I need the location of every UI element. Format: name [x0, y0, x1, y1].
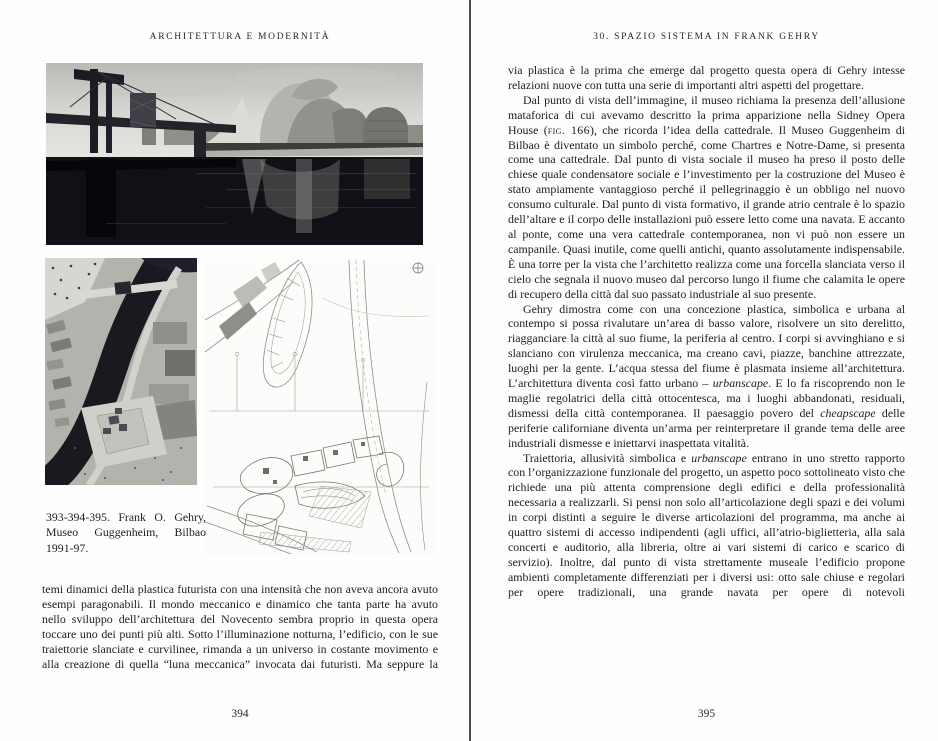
right-running-head: 30. SPAZIO SISTEMA IN FRANK GEHRY: [593, 32, 820, 42]
paragraph: Traiettoria, allusività simbolica e urbanscape entrano in uno stretto rapporto con l’organizzazione funzionale del progetto, un aspetto poco sottolineato visto che richiede una più attenta comprensione degli edifici e della professionalità necessaria a realizzarli. Si pensi non solo all’articolazione degli spazi e dei volumi in corpi distinti a seguire le diverse articolazioni del programma, ma anche ai quattro sistemi di accesso indipendenti (agli uffici, all’atrio-biglietteria, alla sala concerti e auditorio, alla libreria, oltre ai vari sistemi di carico e scarico di servizio). Inoltre, dal punto di vista strettamente museale l’edificio propone ambienti completamente differenziati per i diversi usi: otto sale chiuse e regolari per opere tradizionali, una grande navata per opere di notevoli: [508, 450, 905, 599]
left-running-head: ARCHITETTURA E MODERNITÀ: [149, 32, 331, 42]
paragraph: temi dinamici della plastica futurista con una intensità che non aveva ancora avuto esempi paragonabili. Il mondo meccanico e dinamico che tanta parte ha avuto nello sviluppo dell’architettura del Novecento sembra proprio in questa opera toccare uno dei punti più alti. Sotto l’illuminazione notturna, l’edificio, con le sue traiettorie slanciate e curvilinee, rimanda a un universo in costante movimento e alla creazione di quella “luna meccanica” invocata dai futuristi. Ma seppure la: [42, 582, 438, 671]
left-body-text: [42, 582, 438, 700]
figure-guggenheim-photo: [46, 63, 423, 245]
paragraph: Gehry dimostra come con una concezione plastica, simbolica e urbana al contempo si possa rivalutare un’area di basso valore, risolvere un sito derelitto, riagganciare la città al suo fiume, la periferia al centro. I corpi si avvinghiano e si slanciano con virulenza meccanica, ma creano cavi, piazze, banchine attrezzate, luoghi per la gente. L’acqua stessa del fiume è plasmata insieme all’architettura. L’architettura diventa così fatto urbano – urbanscape. E lo fa riscoprendo non le maglie regolatrici della città ottocentesca, ma i luoghi abbandonati, residuali, dismessi della città contemporanea. Il paesaggio povero del cheapscape delle periferie californiane diventa un’arma per reinterpretare il grande tema delle aree industriali dismesse e iniettarvi inaspettata vitalità.: [508, 301, 905, 450]
left-page-number: 394: [231, 708, 249, 720]
paragraph: Dal punto di vista dell’immagine, il museo richiama la presenza dell’allusione mataforica di cui avevamo descritto la prima apparizione nella Sidney Opera House (fig. 166), che ricorda l’idea della cattedrale. Il Museo Guggenheim di Bilbao è diventato un simbolo perché, come Chartres e Notre-Dame, si presenta come una cattedrale. Dal punto di vista sociale il museo ha preso il posto delle chiese quale condensatore sociale e l’investimento per la costruzione del Museo è stato ampiamente vantaggioso perché il pellegrinaggio è un obbligo nel nuovo consumo culturale. Dal punto di vista formativo, il grande atrio centrale è lo spazio dell’altare e il corpo delle installazioni può essere letto come una navata. E accanto al ponte, come una vera cattedrale contemporanea, non vi può non essere un campanile. Quasi inutile, come quelli antichi, quanto assolutamente indispensabile. È una torre per la vista che l’architetto realizza come una forcella slanciata verso il cielo che segnala il nuovo museo dal percorso lungo il fiume che calamita le opere di recupero della città dal suo passato industriale al suo presente.: [508, 92, 905, 301]
paragraph: via plastica è la prima che emerge dal progetto questa opera di Gehry intesse relazioni nuove con tutta una serie di importanti altri aspetti del progettare.: [508, 63, 905, 92]
figure-site-plan: [203, 258, 435, 555]
plan-north-marker-icon: [413, 263, 423, 273]
figure-caption: 393-394-395. Frank O. Gehry, Museo Guggenheim, Bilbao 1991-97.: [46, 510, 206, 555]
figure-aerial-view: [45, 258, 197, 485]
page-divider: [469, 0, 471, 741]
right-page-number: 395: [697, 708, 716, 720]
right-body-text: [508, 63, 905, 705]
